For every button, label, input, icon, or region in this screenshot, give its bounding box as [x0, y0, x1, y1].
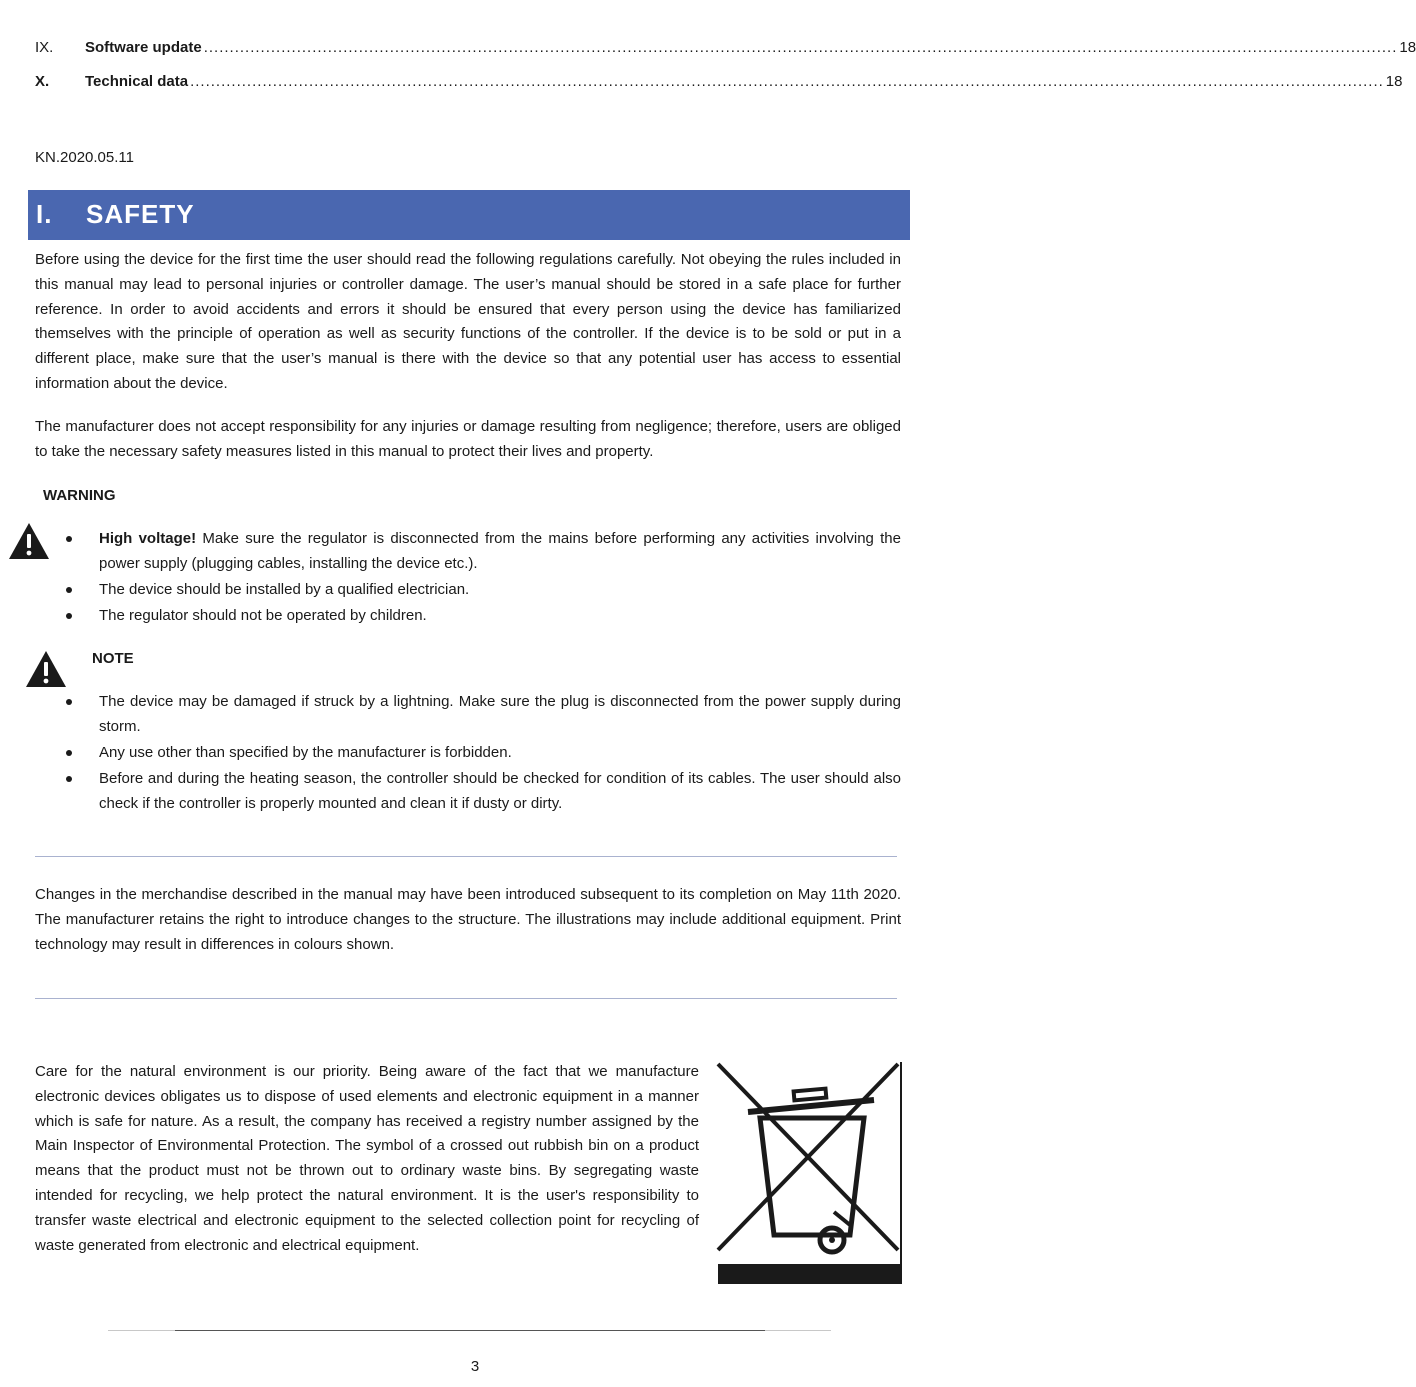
changes-paragraph: Changes in the merchandise described in the manual may have been introduced subsequent to its completion on May 11th 2020. The manufacturer retains the right to introduce changes to the structure. The illustrations may include additional equipment. Print technology may result in differences in colours shown. — [35, 886, 901, 953]
toc-page: 18 — [1385, 73, 1403, 90]
bullet-icon — [66, 776, 72, 782]
bullet-icon — [66, 699, 72, 705]
note-text: Before and during the heating season, the controller should be checked for condition of its cables. The user should also check if the controller is properly mounted and clean it if dusty or dirty. — [99, 770, 901, 812]
bullet-icon — [66, 750, 72, 756]
warning-emphasis: High voltage! — [99, 530, 197, 547]
responsibility-paragraph: The manufacturer does not accept responsibility for any injuries or damage resulting from negligence; therefore, users are obliged to take the necessary safety measures listed in this manual to protect their lives and property. — [35, 418, 901, 460]
bullet-icon — [66, 587, 72, 593]
warning-list — [62, 526, 901, 629]
list-item — [62, 766, 901, 816]
toc-entry[interactable] — [35, 70, 1403, 94]
page-number: 3 — [470, 1358, 480, 1375]
crossed-out-bin-icon — [714, 1060, 904, 1286]
list-item — [62, 526, 901, 576]
toc-leader-dots: ....................................................................................................................................................................................................................................... — [203, 39, 1398, 56]
section-heading — [28, 190, 910, 240]
note-title: NOTE — [92, 650, 134, 667]
warning-triangle-icon — [8, 522, 50, 560]
footer-rule — [175, 1330, 765, 1331]
warning-triangle-icon — [25, 650, 67, 688]
warning-text: The device should be installed by a qualified electrician. — [99, 581, 470, 598]
note-text: The device may be damaged if struck by a lightning. Make sure the plug is disconnected from the power supply during storm. — [99, 693, 901, 735]
toc-page: 18 — [1399, 39, 1416, 56]
divider — [35, 998, 897, 999]
list-item — [62, 603, 901, 628]
toc-leader-dots: ....................................................................................................................................................................................................................................... — [190, 73, 1384, 90]
toc-title: Technical data — [85, 73, 189, 90]
toc-number: X. — [35, 73, 50, 90]
section-number: I. — [36, 199, 53, 229]
environment-paragraph: Care for the natural environment is our priority. Being aware of the fact that we manufacture electronic devices obligates us to dispose of used elements and electronic equipment in a manner which is safe for nature. As a result, the company has received a registry number assigned by the Main Inspector of Environmental Protection. The symbol of a crossed out rubbish bin on a product means that the product must not be thrown out to ordinary waste bins. By segregating waste intended for recycling, we help protect the natural environment. It is the user's responsibility to transfer waste electrical and electronic equipment to the selected collection point for recycling of waste generated from electronic and electrical equipment. — [35, 1063, 699, 1254]
section-title: SAFETY — [86, 199, 195, 229]
toc-title: Software update — [85, 39, 202, 56]
document-id: KN.2020.05.11 — [35, 149, 134, 166]
bullet-icon — [66, 536, 72, 542]
note-text: Any use other than specified by the manufacturer is forbidden. — [99, 744, 512, 761]
list-item — [62, 577, 901, 602]
list-item — [62, 740, 901, 765]
note-list — [62, 689, 901, 817]
warning-text: Make sure the regulator is disconnected from the mains before performing any activities involving the power supply (plugging cables, installing the device etc.). — [99, 530, 901, 572]
toc-entry[interactable] — [35, 36, 1416, 60]
intro-paragraph: Before using the device for the first time the user should read the following regulations carefully. Not obeying the rules included in this manual may lead to personal injuries or controller damage. The user’s manual should be stored in a safe place for further reference. In order to avoid accidents and errors it should be ensured that every person using the device has familiarized themselves with the principle of operation as well as security functions of the controller. If the device is to be sold or put in a different place, make sure that the user’s manual is there with the device so that any potential user has access to essential information about the device. — [35, 251, 901, 392]
bullet-icon — [66, 613, 72, 619]
toc-number: IX. — [35, 39, 54, 56]
warning-text: The regulator should not be operated by children. — [99, 607, 427, 624]
divider — [35, 856, 897, 857]
list-item — [62, 689, 901, 739]
warning-title: WARNING — [43, 487, 116, 504]
